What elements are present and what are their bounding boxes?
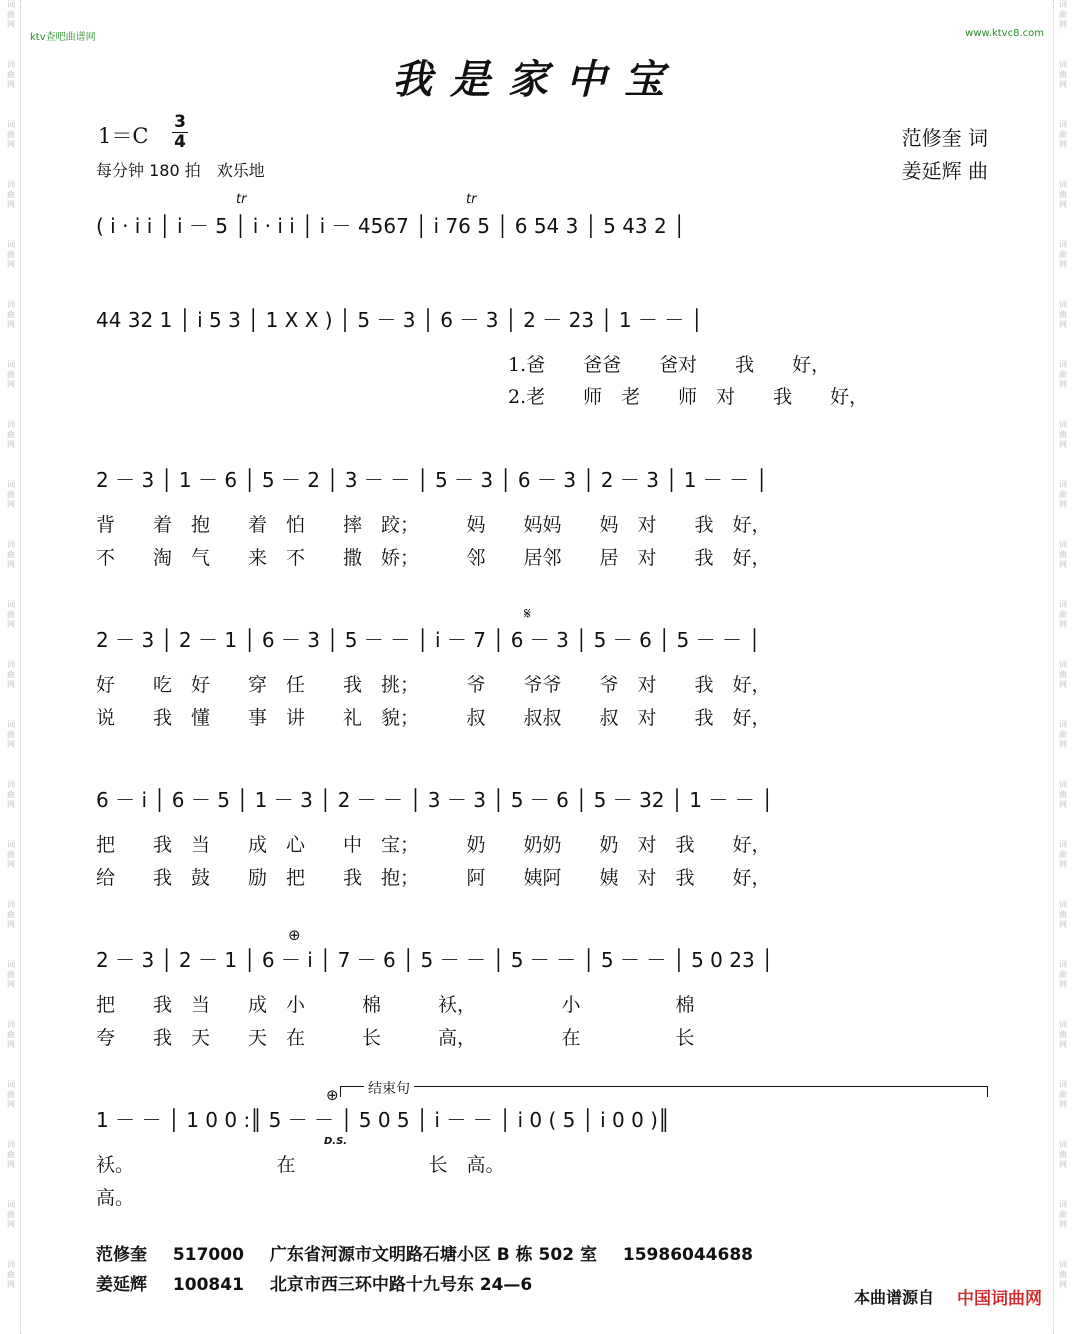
watermark-glyph: 词 — [1059, 360, 1067, 369]
watermark-glyph: 词 — [1059, 660, 1067, 669]
staff-notes-4: 2 － 3 │ 2 － 1 │ 6 － 3 │ 5 － － │ i － 7 │ 6 － 3 │ 5 － 6 │ 5 － － │ — [96, 628, 761, 652]
watermark-glyph: 网 — [7, 980, 15, 989]
contact-address: 广东省河源市文明路石塘小区 B 栋 502 室 — [269, 1245, 597, 1265]
watermark-unit — [7, 660, 15, 720]
watermark-glyph: 词 — [1059, 540, 1067, 549]
watermark-glyph: 网 — [7, 740, 15, 749]
watermark-unit — [7, 1020, 15, 1080]
watermark-glyph: 网 — [7, 140, 15, 149]
lyric-line-verse1: 把 我 当 成 小 棉 袄， 小 棉 — [96, 994, 695, 1016]
watermark-glyph: 曲 — [1059, 670, 1067, 679]
ds-mark: D.S. — [324, 1136, 348, 1147]
watermark-unit — [7, 600, 15, 660]
lyric-line-verse1: 1.爸 爸爸 爸对 我 好， — [508, 354, 831, 376]
watermark-glyph: 词 — [7, 420, 15, 429]
watermark-glyph: 网 — [7, 860, 15, 869]
staff-notes-5: 6 － i │ 6 － 5 │ 1 － 3 │ 2 － － │ 3 － 3 │ 5 － 6 │ 5 － 32 │ 1 － － │ — [96, 788, 774, 812]
watermark-glyph: 曲 — [1059, 70, 1067, 79]
watermark-glyph: 曲 — [1059, 910, 1067, 919]
watermark-glyph: 网 — [7, 1280, 15, 1289]
lyric-line-verse2: 夸 我 天 天 在 长 高， 在 长 — [96, 1027, 695, 1049]
watermark-glyph: 曲 — [7, 910, 15, 919]
watermark-unit — [1059, 1260, 1067, 1320]
watermark-glyph: 网 — [1059, 920, 1067, 929]
watermark-glyph: 曲 — [7, 1090, 15, 1099]
watermark-glyph: 网 — [1059, 260, 1067, 269]
watermark-unit — [7, 1200, 15, 1260]
watermark-glyph: 词 — [1059, 780, 1067, 789]
watermark-glyph: 网 — [1059, 380, 1067, 389]
lyric-line-verse2: 不 淘 气 来 不 撒 娇； 邻 居邻 居 对 我 好， — [96, 547, 771, 569]
source-label: 本曲谱源自 — [853, 1288, 934, 1307]
watermark-glyph: 曲 — [1059, 850, 1067, 859]
contact-phone: 15986044688 — [622, 1245, 753, 1265]
watermark-glyph: 网 — [7, 1160, 15, 1169]
watermark-glyph: 词 — [7, 1140, 15, 1149]
watermark-glyph: 词 — [1059, 840, 1067, 849]
watermark-unit — [1059, 480, 1067, 540]
watermark-glyph: 曲 — [7, 190, 15, 199]
watermark-glyph: 词 — [7, 1200, 15, 1209]
watermark-unit — [7, 1080, 15, 1140]
watermark-unit — [1059, 720, 1067, 780]
watermark-glyph: 词 — [7, 1260, 15, 1269]
watermark-glyph: 网 — [1059, 440, 1067, 449]
watermark-glyph: 网 — [7, 80, 15, 89]
watermark-glyph: 网 — [7, 920, 15, 929]
watermark-unit — [1059, 1020, 1067, 1080]
watermark-glyph: 词 — [1059, 480, 1067, 489]
watermark-glyph: 词 — [7, 1080, 15, 1089]
watermark-glyph: 词 — [7, 1020, 15, 1029]
contact-postcode: 517000 — [172, 1245, 244, 1265]
left-guide-line — [20, 0, 21, 1334]
watermark-unit — [7, 360, 15, 420]
watermark-glyph: 网 — [7, 20, 15, 29]
watermark-glyph: 网 — [1059, 1160, 1067, 1169]
watermark-unit — [1059, 1080, 1067, 1140]
watermark-glyph: 曲 — [7, 1210, 15, 1219]
watermark-unit — [7, 840, 15, 900]
watermark-glyph: 网 — [7, 620, 15, 629]
watermark-glyph: 网 — [1059, 140, 1067, 149]
watermark-unit — [7, 1140, 15, 1200]
watermark-glyph: 曲 — [7, 430, 15, 439]
watermark-glyph: 曲 — [1059, 550, 1067, 559]
trill-mark: tr — [466, 192, 477, 207]
lyric-line-verse2: 给 我 鼓 励 把 我 抱； 阿 姨阿 姨 对 我 好， — [96, 867, 771, 889]
watermark-glyph: 网 — [1059, 1280, 1067, 1289]
watermark-unit — [7, 480, 15, 540]
lyric-line-verse1: 好 吃 好 穿 任 我 挑； 爷 爷爷 爷 对 我 好， — [96, 674, 771, 696]
lyric-line-verse1: 把 我 当 成 心 中 宝； 奶 奶奶 奶 对 我 好， — [96, 834, 771, 856]
watermark-glyph: 词 — [1059, 960, 1067, 969]
watermark-glyph: 网 — [7, 320, 15, 329]
watermark-glyph: 词 — [7, 480, 15, 489]
watermark-glyph: 网 — [7, 380, 15, 389]
watermark-unit — [1059, 960, 1067, 1020]
watermark-glyph: 曲 — [1059, 1270, 1067, 1279]
watermark-glyph: 曲 — [1059, 130, 1067, 139]
meter-top: 3 — [174, 112, 186, 132]
contact-address: 北京市西三环中路十九号东 24—6 — [269, 1275, 533, 1295]
song-title: 我是家中宝 — [392, 56, 682, 103]
contact-row — [96, 1240, 773, 1265]
watermark-glyph: 词 — [1059, 1020, 1067, 1029]
key-signature: 1＝C — [98, 124, 149, 148]
tempo-marking: 每分钟 180 拍 欢乐地 — [96, 161, 265, 180]
watermark-glyph: 曲 — [1059, 250, 1067, 259]
site-label-right[interactable]: www.ktvc8.com — [965, 28, 1044, 39]
watermark-glyph: 词 — [7, 180, 15, 189]
watermark-unit — [7, 420, 15, 480]
watermark-glyph: 词 — [7, 840, 15, 849]
watermark-glyph: 词 — [1059, 1080, 1067, 1089]
watermark-glyph: 曲 — [1059, 370, 1067, 379]
watermark-glyph: 曲 — [7, 250, 15, 259]
watermark-glyph: 曲 — [7, 1150, 15, 1159]
watermark-glyph: 曲 — [7, 370, 15, 379]
watermark-glyph: 网 — [1059, 500, 1067, 509]
watermark-glyph: 网 — [1059, 20, 1067, 29]
watermark-glyph: 曲 — [7, 730, 15, 739]
right-watermark — [1054, 0, 1072, 1334]
watermark-glyph: 曲 — [7, 970, 15, 979]
watermark-unit — [1059, 120, 1067, 180]
watermark-unit — [1059, 180, 1067, 240]
watermark-glyph: 词 — [7, 360, 15, 369]
watermark-glyph: 词 — [7, 120, 15, 129]
watermark-glyph: 网 — [1059, 200, 1067, 209]
watermark-glyph: 曲 — [7, 70, 15, 79]
watermark-glyph: 曲 — [1059, 970, 1067, 979]
left-watermark — [2, 0, 20, 1334]
watermark-glyph: 曲 — [7, 550, 15, 559]
watermark-glyph: 词 — [7, 720, 15, 729]
contact-name: 范修奎 — [96, 1245, 147, 1265]
watermark-glyph: 词 — [1059, 420, 1067, 429]
watermark-glyph: 网 — [7, 1100, 15, 1109]
watermark-glyph: 词 — [1059, 120, 1067, 129]
watermark-glyph: 网 — [1059, 860, 1067, 869]
contact-row — [96, 1270, 552, 1295]
watermark-unit — [7, 540, 15, 600]
watermark-unit — [7, 180, 15, 240]
watermark-unit — [7, 780, 15, 840]
time-signature — [172, 114, 188, 151]
watermark-unit — [1059, 1140, 1067, 1200]
watermark-unit — [1059, 840, 1067, 900]
watermark-glyph: 词 — [1059, 1200, 1067, 1209]
watermark-glyph: 词 — [7, 600, 15, 609]
watermark-glyph: 词 — [1059, 180, 1067, 189]
watermark-glyph: 网 — [7, 500, 15, 509]
watermark-glyph: 词 — [7, 960, 15, 969]
watermark-glyph: 网 — [7, 560, 15, 569]
watermark-glyph: 曲 — [7, 10, 15, 19]
watermark-glyph: 网 — [1059, 740, 1067, 749]
watermark-unit — [1059, 780, 1067, 840]
watermark-glyph: 曲 — [7, 850, 15, 859]
watermark-unit — [7, 300, 15, 360]
coda-mark: ⊕ — [326, 1086, 339, 1104]
watermark-glyph: 曲 — [1059, 1150, 1067, 1159]
right-guide-line — [1053, 0, 1054, 1334]
watermark-glyph: 曲 — [1059, 430, 1067, 439]
watermark-glyph: 网 — [7, 1040, 15, 1049]
watermark-glyph: 曲 — [1059, 610, 1067, 619]
watermark-unit — [7, 1260, 15, 1320]
lyric-line-verse1: 背 着 抱 着 怕 摔 跤； 妈 妈妈 妈 对 我 好， — [96, 514, 771, 536]
composer-credit: 姜延辉 曲 — [901, 159, 988, 183]
watermark-unit — [1059, 600, 1067, 660]
lyric-line-verse1: 袄。 在 长 高。 — [96, 1154, 505, 1176]
watermark-glyph: 曲 — [7, 670, 15, 679]
watermark-glyph: 曲 — [1059, 730, 1067, 739]
watermark-unit — [1059, 1200, 1067, 1260]
watermark-glyph: 词 — [1059, 720, 1067, 729]
watermark-glyph: 曲 — [1059, 1210, 1067, 1219]
staff-notes-1: ( i · i i │ i － 5 │ i · i i │ i － 4567 │ i 76 5 │ 6 54 3 │ 5 43 2 │ — [96, 214, 686, 238]
watermark-glyph: 词 — [7, 0, 15, 9]
watermark-glyph: 曲 — [1059, 490, 1067, 499]
watermark-glyph: 词 — [7, 900, 15, 909]
source-site-link[interactable]: 中国词曲网 — [957, 1289, 1042, 1309]
lyric-line-verse2: 2.老 师 老 师 对 我 好， — [508, 386, 869, 408]
watermark-glyph: 曲 — [7, 130, 15, 139]
watermark-glyph: 曲 — [7, 1270, 15, 1279]
watermark-glyph: 网 — [7, 440, 15, 449]
lyric-line-verse2: 说 我 懂 事 讲 礼 貌； 叔 叔叔 叔 对 我 好， — [96, 707, 771, 729]
watermark-glyph: 词 — [1059, 0, 1067, 9]
coda-mark: ⊕ — [288, 926, 301, 944]
watermark-unit — [1059, 300, 1067, 360]
watermark-glyph: 词 — [1059, 900, 1067, 909]
watermark-glyph: 曲 — [7, 1030, 15, 1039]
watermark-glyph: 网 — [1059, 1100, 1067, 1109]
watermark-glyph: 网 — [1059, 1220, 1067, 1229]
watermark-glyph: 曲 — [7, 610, 15, 619]
watermark-glyph: 词 — [1059, 240, 1067, 249]
ending-label: 结束句 — [364, 1078, 414, 1098]
staff-notes-6: 2 － 3 │ 2 － 1 │ 6 － i │ 7 － 6 │ 5 － － │ 5 － － │ 5 － － │ 5 0 23 │ — [96, 948, 774, 972]
watermark-unit — [7, 720, 15, 780]
segno-mark: 𝄋 — [524, 604, 531, 623]
watermark-glyph: 曲 — [1059, 790, 1067, 799]
watermark-glyph: 网 — [1059, 320, 1067, 329]
watermark-unit — [7, 240, 15, 300]
watermark-glyph: 网 — [1059, 680, 1067, 689]
watermark-glyph: 词 — [7, 780, 15, 789]
site-label-left[interactable]: ktv查吧曲谱网 — [30, 32, 96, 43]
watermark-glyph: 网 — [7, 1220, 15, 1229]
watermark-glyph: 曲 — [1059, 190, 1067, 199]
watermark-glyph: 网 — [7, 200, 15, 209]
watermark-glyph: 词 — [7, 540, 15, 549]
contact-name: 姜延辉 — [96, 1275, 147, 1295]
watermark-unit — [1059, 900, 1067, 960]
watermark-unit — [7, 900, 15, 960]
watermark-glyph: 曲 — [7, 310, 15, 319]
watermark-glyph: 词 — [7, 300, 15, 309]
staff-notes-7: 1 － － │ 1 0 0 :║ 5 － － │ 5 0 5 │ i － － │ i 0 ( 5 │ i 0 0 )║ — [96, 1108, 671, 1132]
watermark-glyph: 网 — [1059, 980, 1067, 989]
watermark-glyph: 网 — [1059, 1040, 1067, 1049]
watermark-unit — [1059, 420, 1067, 480]
watermark-glyph: 曲 — [1059, 1090, 1067, 1099]
watermark-unit — [1059, 240, 1067, 300]
watermark-unit — [1059, 360, 1067, 420]
watermark-glyph: 网 — [7, 680, 15, 689]
watermark-glyph: 曲 — [1059, 310, 1067, 319]
lyric-line-verse2: 高。 — [96, 1187, 135, 1209]
watermark-unit — [7, 960, 15, 1020]
watermark-glyph: 曲 — [7, 790, 15, 799]
watermark-glyph: 曲 — [1059, 10, 1067, 19]
watermark-glyph: 词 — [7, 240, 15, 249]
watermark-glyph: 词 — [1059, 600, 1067, 609]
watermark-unit — [7, 120, 15, 180]
watermark-unit — [1059, 660, 1067, 720]
watermark-glyph: 网 — [1059, 800, 1067, 809]
staff-notes-2: 44 32 1 │ i 5 3 │ 1 X X ) │ 5 － 3 │ 6 － 3 │ 2 － 23 │ 1 － － │ — [96, 308, 703, 332]
lyricist-credit: 范修奎 词 — [901, 126, 988, 150]
meter-bottom: 4 — [174, 132, 186, 152]
ending-bracket — [340, 1086, 988, 1097]
watermark-glyph: 词 — [1059, 300, 1067, 309]
watermark-glyph: 网 — [1059, 620, 1067, 629]
watermark-glyph: 网 — [7, 260, 15, 269]
watermark-glyph: 网 — [1059, 80, 1067, 89]
watermark-glyph: 网 — [1059, 560, 1067, 569]
watermark-glyph: 词 — [1059, 60, 1067, 69]
watermark-unit — [1059, 540, 1067, 600]
watermark-glyph: 词 — [7, 660, 15, 669]
watermark-glyph: 网 — [7, 800, 15, 809]
trill-mark: tr — [236, 192, 247, 207]
watermark-glyph: 词 — [1059, 1140, 1067, 1149]
watermark-glyph: 曲 — [7, 490, 15, 499]
watermark-glyph: 曲 — [1059, 1030, 1067, 1039]
contact-postcode: 100841 — [172, 1275, 244, 1295]
watermark-glyph: 词 — [1059, 1260, 1067, 1269]
watermark-glyph: 词 — [7, 60, 15, 69]
staff-notes-3: 2 － 3 │ 1 － 6 │ 5 － 2 │ 3 － － │ 5 － 3 │ 6 － 3 │ 2 － 3 │ 1 － － │ — [96, 468, 768, 492]
